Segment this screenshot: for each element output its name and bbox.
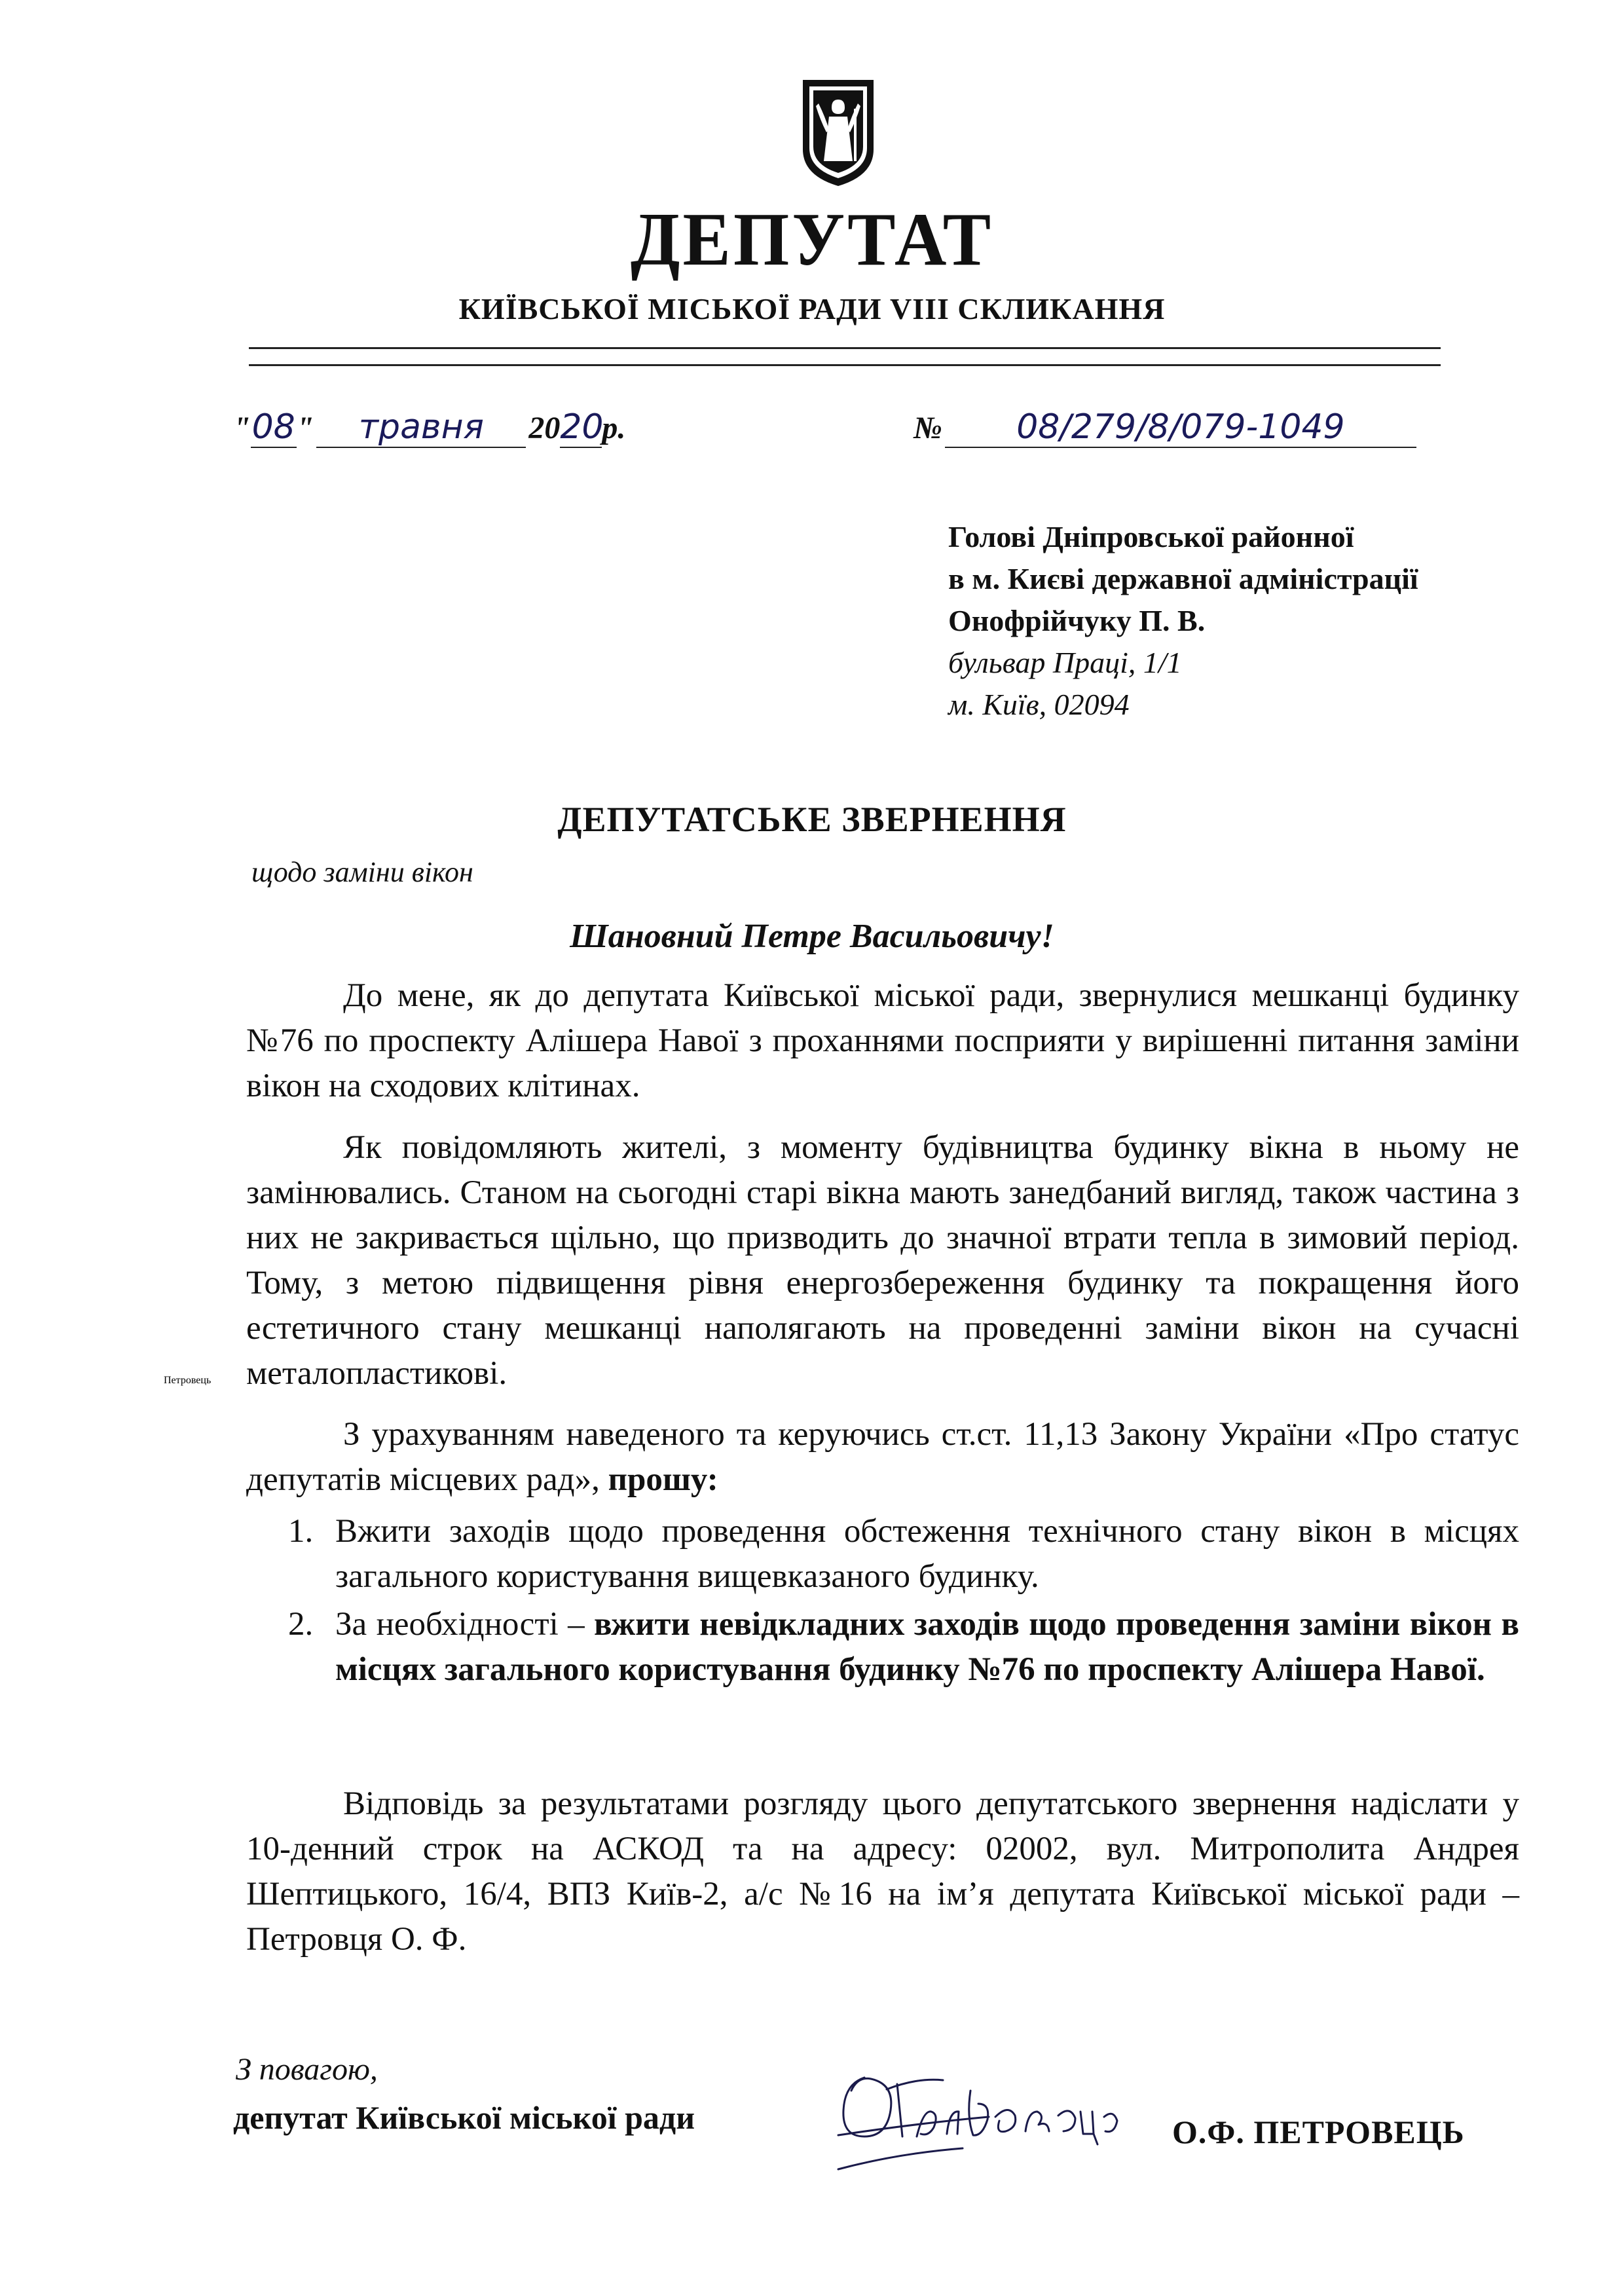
closing-regards: З повагою,	[236, 2052, 378, 2087]
date-year-prefix: 20	[528, 411, 561, 445]
addressee-street: бульвар Праці, 1/1	[948, 646, 1182, 679]
body-paragraph: Відповідь за результатами розгляду цього депутатського звернення надіслати у 10-денний строк на АСКОД та на адресу: 02002, вул. Митрополита Андрея Шептицького, 16/4, ВПЗ Київ-2, а/с №16 на ім’я депутата Київської міської ради – Петровця О. Ф.	[246, 1785, 1519, 1958]
reference-value: 08/279/8/079-1049	[945, 407, 1416, 448]
body-paragraph: До мене, як до депутата Київської міської ради, звернулися мешканці будинку №76 по проспекту Алішера Навої з проханнями посприяти у вирішенні питання заміни вікон на сходових клітинах.	[246, 977, 1519, 1104]
date-suffix: р.	[602, 411, 626, 445]
header-rule-bottom	[249, 364, 1441, 366]
list-item	[288, 1509, 1519, 1599]
list-item-text: За необхідності –	[335, 1606, 595, 1643]
list-item-number: 2.	[288, 1606, 314, 1643]
addressee-city: м. Київ, 02094	[948, 688, 1130, 721]
header-rule-top	[249, 347, 1441, 349]
request-intro: З урахуванням наведеного та керуючись ст.ст. 11,13 Закону України «Про статус депутатів місцевих рад»,	[246, 1416, 1519, 1498]
appeal-subject: щодо заміни вікон	[251, 856, 473, 888]
deputy-title: ДЕПУТАТ	[630, 196, 994, 282]
council-subtitle: КИЇВСЬКОЇ МІСЬКОЇ РАДИ VIII СКЛИКАННЯ	[458, 292, 1166, 326]
list-item-text: Вжити заходів щодо проведення обстеження технічного стану вікон в місцях загального користування вищевказаного будинку.	[335, 1513, 1519, 1595]
list-item-emphasis: вжити невідкладних заходів щодо проведення заміни вікон в місцях загального користування будинку №76 по проспекту Алішера Навої.	[335, 1606, 1519, 1688]
signature-text: Петровець	[164, 1375, 212, 1386]
addressee-block	[948, 516, 1590, 726]
body-paragraph	[246, 1412, 1519, 1502]
reference-prefix: №	[913, 411, 942, 445]
body-paragraph: Як повідомляють жителі, з моменту будівництва будинку вікна в ньому не замінювались. Станом на сьогодні старі вікна мають занедбаний вигляд, також частина з них не закривається щільно, що призводить до значної втрати тепла в зимовий період. Тому, з метою підвищення рівня енергозбереження будинку та покращення його естетичного стану мешканці наполягають на проведенні заміни вікон на сучасні металопластикові.	[246, 1129, 1519, 1392]
salutation: Шановний Петре Васильовичу!	[570, 918, 1054, 955]
date-day: 08	[251, 407, 295, 447]
signer-title: депутат Київської міської ради	[233, 2099, 695, 2136]
request-keyword: прошу:	[608, 1461, 718, 1498]
letter-date: "08" травня 2020р.	[233, 407, 626, 447]
kyiv-coat-of-arms-icon	[800, 77, 876, 189]
addressee-line: Онофрійчуку П. В.	[948, 604, 1206, 637]
addressee-line: Голові Дніпровської районної	[948, 520, 1354, 553]
signer-name: О.Ф. ПЕТРОВЕЦЬ	[1172, 2114, 1465, 2150]
reference-number	[913, 407, 1437, 453]
date-month: травня	[316, 407, 526, 448]
list-item	[288, 1602, 1519, 1692]
list-item-number: 1.	[288, 1513, 314, 1550]
date-year-suffix: 20	[560, 407, 604, 447]
addressee-line: в м. Києві державної адміністрації	[948, 562, 1418, 595]
appeal-title: ДЕПУТАТСЬКЕ ЗВЕРНЕННЯ	[557, 800, 1067, 839]
